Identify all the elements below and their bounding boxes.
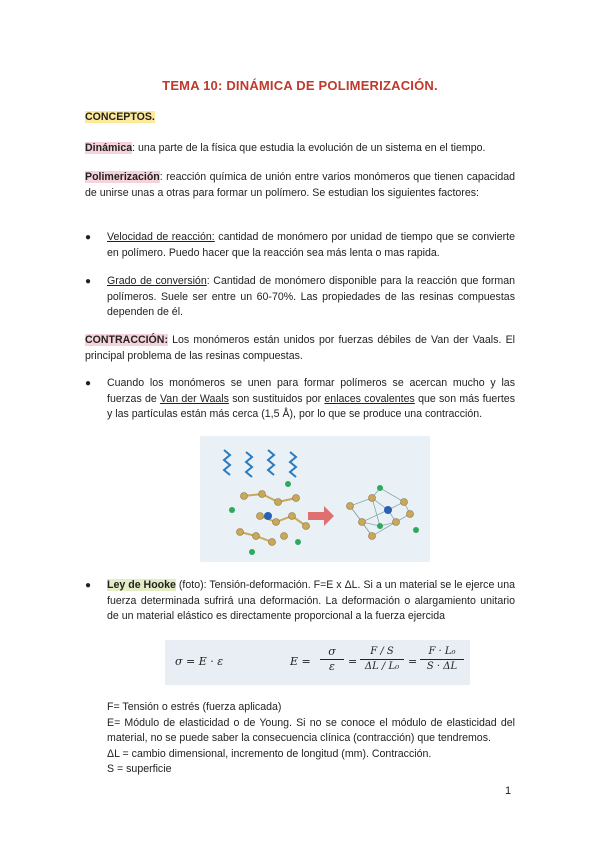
polymer-dots: [347, 495, 414, 540]
definitions-list: [107, 700, 515, 778]
polymer-green-particles: [377, 485, 419, 533]
polymerization-diagram: [200, 436, 430, 562]
bullet-hooke: ● Ley de Hooke (foto): Tensión-deformación. F=E x ΔL. Si a un material se le ejerce una fuerza determinada sufrirá una deformación. La deformación o alargamiento unitario de un material elástico es directamente proporcional a la fuerza ejercida: [85, 579, 515, 622]
bullet-dot: ●: [85, 378, 92, 389]
arrow-icon: [308, 506, 334, 526]
contraccion-term: CONTRACCIÓN:: [85, 334, 168, 346]
bullet-grado-conversion: ● Grado de conversión: Cantidad de monómero disponible para la reacción que forman polímeros. Suele ser entre un 60-70%. Las propiedades de las resinas compuestas dependen de él.: [85, 275, 515, 318]
polimerizacion-paragraph: Polimerización: reacción química de unión entre varios monómeros que tienen capacidad de unirse unas a otras para formar un polímero. Se estudian los siguientes factores:: [85, 171, 515, 199]
dinamica-paragraph: Dinámica: una parte de la física que estudia la evolución de un sistema en el tiempo.: [85, 142, 486, 154]
definition-f: F= Tensión o estrés (fuerza aplicada): [107, 701, 282, 713]
bullet-velocidad: ● Velocidad de reacción: cantidad de monómero por unidad de tiempo que se convierte en polímero. Puedo hacer que la reacción sea más lenta o mas rapida.: [85, 231, 515, 259]
definition-e: E= Módulo de elasticidad o de Young. Si no se conoce el módulo de elasticidad del material, no se puede saber la consecuencia clínica (contracción) que tendremos.: [107, 716, 515, 744]
definition-delta-l: ΔL = cambio dimensional, incremento de longitud (mm). Contracción.: [107, 747, 432, 760]
fraction-2: F / S ΔL / L₀: [360, 645, 404, 674]
contraccion-paragraph: CONTRACCIÓN: Los monómeros están unidos por fuerzas débiles de Van der Vaals. El principal problema de las resinas compuestas.: [85, 334, 515, 362]
hooke-term: Ley de Hooke: [107, 579, 176, 591]
definition-s: S = superficie: [107, 763, 172, 775]
formula-lhs: E =: [290, 655, 311, 668]
bullet-contraccion: ● Cuando los monómeros se unen para formar polímeros se acercan mucho y las fuerzas de Van der Waals son sustituidos por enlaces covalentes que son más fuertes y las partículas están más cerca (1,5 Å), por lo que se produce una contracción.: [85, 377, 515, 420]
page-title: TEMA 10: DINÁMICA DE POLIMERIZACIÓN.: [162, 78, 438, 93]
initiator-particle: [264, 512, 272, 520]
formula-stress: σ = E · ε: [175, 655, 224, 668]
heat-waves-icon: [224, 450, 296, 477]
polymer-center-particle: [384, 506, 392, 514]
polimerizacion-term: Polimerización: [85, 171, 160, 183]
fraction-3: F · L₀ S · ΔL: [420, 645, 464, 674]
bullet-dot: ●: [85, 580, 92, 591]
bullet-dot: ●: [85, 232, 92, 243]
dinamica-term: Dinámica: [85, 142, 133, 154]
hooke-formula: [165, 640, 470, 685]
conceptos-heading: CONCEPTOS.: [85, 111, 155, 123]
page-number: 1: [505, 785, 512, 797]
bullet-dot: ●: [85, 276, 92, 287]
fraction-1: σ ε: [320, 645, 344, 674]
polymerization-illustration: [200, 436, 430, 562]
formula-eq-1: =: [348, 655, 358, 668]
formula-eq-2: =: [408, 655, 418, 668]
